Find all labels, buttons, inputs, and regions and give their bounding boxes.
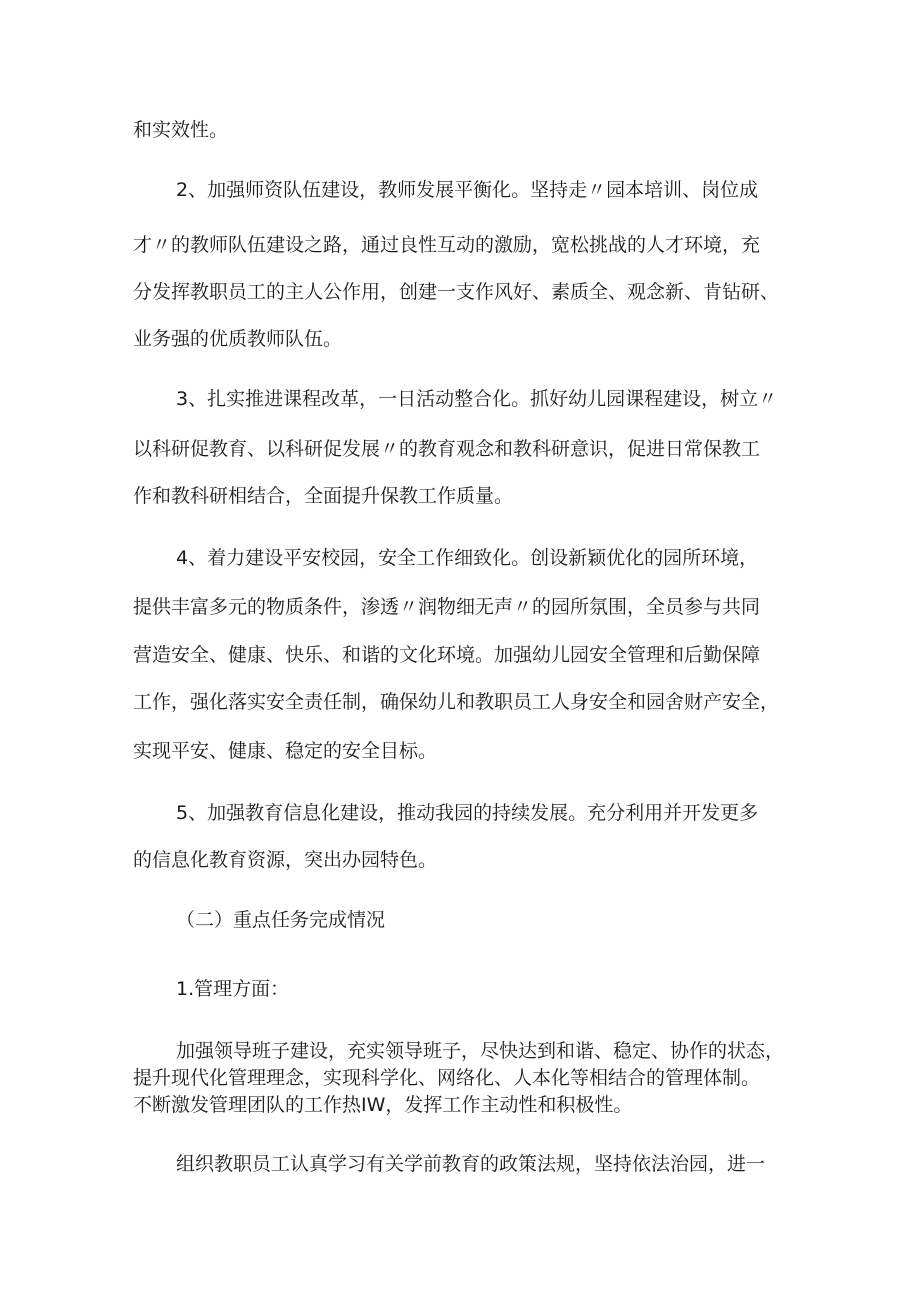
paragraph-line: 不断激发管理团队的工作热IW，发挥工作主动性和积极性。 — [133, 1094, 633, 1116]
paragraph-line: 提升现代化管理理念，实现科学化、网络化、人本化等相结合的管理体制。 — [133, 1067, 761, 1089]
paragraph-line: 作和教科研相结合，全面提升保教工作质量。 — [133, 485, 514, 507]
paragraph-line: 分发挥教职员工的主人公作用，创建一支作风好、素质全、观念新、肯钻研、 — [133, 281, 780, 303]
subsection-heading: 1.管理方面： — [176, 978, 290, 1000]
paragraph-line: 才〃的教师队伍建设之路，通过良性互动的激励，宽松挑战的人才环境，充 — [133, 234, 761, 256]
paragraph-line: 提供丰富多元的物质条件，渗透〃润物细无声〃的园所氛围，全员参与共同 — [133, 596, 761, 618]
paragraph-line: 加强领导班子建设，充实领导班子，尽快达到和谐、稳定、协作的状态， — [176, 1040, 785, 1062]
paragraph-line: 组织教职员工认真学习有关学前教育的政策法规，坚持依法治园，进一 — [176, 1153, 766, 1175]
paragraph-line: 实现平安、健康、稳定的安全目标。 — [133, 740, 438, 762]
paragraph-line: 3、扎实推进课程改革，一日活动整合化。抓好幼儿园课程建设，树立〃 — [176, 388, 778, 410]
paragraph-line: 的信息化教育资源，突出办园特色。 — [133, 849, 438, 871]
paragraph-line: 4、着力建设平安校园，安全工作细致化。创设新颖优化的园所环境， — [176, 547, 759, 569]
paragraph-line: 以科研促教育、以科研促发展〃的教育观念和教科研意识，促进日常保教工 — [133, 438, 761, 460]
paragraph-line: 和实效性。 — [133, 119, 229, 141]
paragraph-line: 5、加强教育信息化建设，推动我园的持续发展。充分利用并开发更多 — [176, 802, 759, 824]
paragraph-line: 2、加强师资队伍建设，教师发展平衡化。坚持走〃园本培训、岗位成 — [176, 179, 759, 201]
paragraph-line: 营造安全、健康、快乐、和谐的文化环境。加强幼儿园安全管理和后勤保障 — [133, 644, 761, 666]
paragraph-line: 业务强的优质教师队伍。 — [133, 328, 343, 350]
section-heading: （二）重点任务完成情况 — [176, 909, 386, 931]
paragraph-line: 工作，强化落实安全责任制，确保幼儿和教职员工人身安全和园舍财产安全， — [133, 691, 780, 713]
